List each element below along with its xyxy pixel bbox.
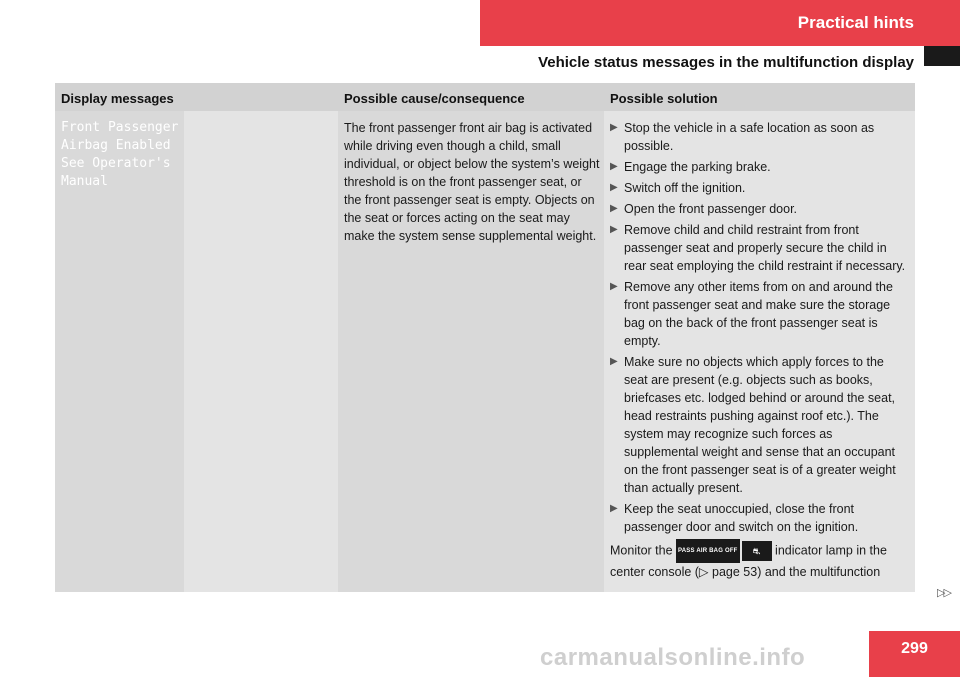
- bullet-arrow-icon: ▶: [610, 224, 618, 235]
- solution-item: ▶ Engage the parking brake.: [610, 160, 771, 174]
- solution-item: ▶ Make sure no objects which apply forces to the seat are present (e.g. objects such as books, briefcases etc. lodged behind or around the seat, head restraints pushing against roof etc.). The system may recognize such forces as supplemental weight and sense that an occupant on the front passenger seat is of a greater weight than actually present.: [610, 355, 896, 495]
- solution-item: ▶ Remove any other items from on and around the front passenger seat and make sure the storage bag on the back of the front passenger seat is empty.: [610, 280, 893, 348]
- solution-list: [610, 119, 910, 581]
- display-message-text: Front Passenger Airbag Enabled See Operator's Manual: [61, 120, 179, 189]
- bullet-arrow-icon: ▶: [610, 122, 618, 133]
- watermark: carmanualsonline.info: [540, 644, 806, 671]
- solution-item: ▶ Remove child and child restraint from front passenger seat and properly secure the child in rear seat employing the child restraint if necessary.: [610, 223, 906, 273]
- bullet-arrow-icon: ▶: [610, 161, 618, 172]
- page-number: 299: [869, 631, 960, 677]
- table-header: [55, 83, 915, 111]
- cause-cell: [338, 111, 604, 592]
- solution-item: ▶ Switch off the ignition.: [610, 181, 746, 195]
- column-header-display: Display messages: [61, 91, 174, 106]
- continue-arrow-icon: ▷▷: [937, 587, 950, 599]
- bullet-arrow-icon: ▶: [610, 203, 618, 214]
- solution-cell: [604, 111, 915, 592]
- bullet-arrow-icon: ▶: [610, 182, 618, 193]
- thumb-tab: [924, 46, 960, 66]
- solution-item: ▶ Open the front passenger door.: [610, 202, 798, 216]
- section-tab: [480, 0, 960, 46]
- bullet-arrow-icon: ▶: [610, 356, 618, 367]
- bullet-arrow-icon: ▶: [610, 281, 618, 292]
- page-title: Vehicle status messages in the multifunction display: [538, 54, 914, 71]
- section-title: Practical hints: [797, 13, 914, 32]
- cause-text: The front passenger front air bag is activated while driving even though a child, small individual, or object below the system’s weight threshold is on the front passenger seat, or the front passenger seat is empty. Objects on the seat or forces acting on the seat may make the system sense supplemental weight.: [344, 121, 600, 243]
- solution-item: ▶ Keep the seat unoccupied, close the front passenger door and switch on the ignition.: [610, 502, 859, 534]
- solution-item: ▶ Stop the vehicle in a safe location as soon as possible.: [610, 121, 875, 153]
- seat-occupant-icon: ⛐: [742, 541, 772, 561]
- pass-airbag-off-badge: PASS AIR BAG OFF: [676, 539, 740, 563]
- spacer-cell: [184, 111, 338, 592]
- monitor-note: Monitor the PASS AIR BAG OFF ⛐ indicator lamp in the center console (▷ page 53) and the multifunction: [610, 539, 910, 581]
- bullet-arrow-icon: ▶: [610, 503, 618, 514]
- column-header-cause: Possible cause/consequence: [344, 91, 525, 106]
- status-message-table: [55, 83, 915, 592]
- display-message-cell: [55, 111, 184, 592]
- column-header-solution: Possible solution: [610, 91, 718, 106]
